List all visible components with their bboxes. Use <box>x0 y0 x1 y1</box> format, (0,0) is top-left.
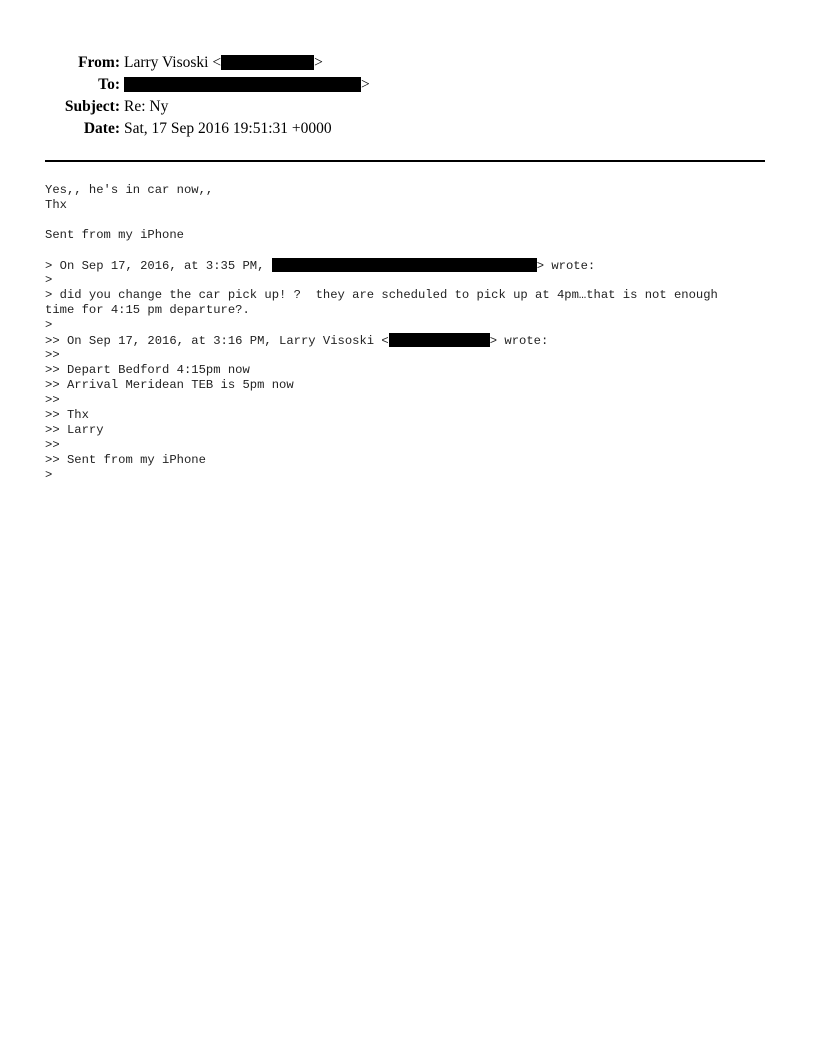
from-name: Larry Visoski < <box>124 54 222 71</box>
from-label: From: <box>78 54 120 71</box>
body-line <box>45 243 770 258</box>
body-line: >> <box>45 393 60 407</box>
from-row <box>0 52 816 74</box>
body-line: >> <box>45 348 60 362</box>
body-line: Thx <box>45 198 67 212</box>
redacted-email-to <box>124 77 361 92</box>
to-close: > <box>361 76 370 93</box>
quoted-attribution-line <box>45 333 770 348</box>
to-value <box>124 74 370 96</box>
header-divider <box>45 160 765 162</box>
to-label: To: <box>98 76 120 93</box>
attribution-wrote: > wrote: <box>536 259 596 273</box>
body-line: >> <box>45 438 60 452</box>
body-line: >> Thx <box>45 408 89 422</box>
subject-label: Subject: <box>64 98 120 115</box>
body-line: time for 4:15 pm departure?. <box>45 303 250 317</box>
body-line: > <box>45 273 53 287</box>
body-line <box>45 213 770 228</box>
subject-row <box>0 96 816 118</box>
from-close: > <box>314 54 323 71</box>
from-value <box>124 52 323 74</box>
redacted-email <box>389 333 490 347</box>
body-line: >> Depart Bedford 4:15pm now <box>45 363 250 377</box>
body-line: > did you change the car pick up! ? they are scheduled to pick up at 4pm…that is not enough <box>45 288 718 302</box>
body-line: >> Arrival Meridean TEB is 5pm now <box>45 378 294 392</box>
body-line: >> Larry <box>45 423 104 437</box>
quoted-attribution-line <box>45 258 770 273</box>
date-value: Sat, 17 Sep 2016 19:51:31 +0000 <box>124 120 332 137</box>
email-body <box>45 183 770 483</box>
body-line: Sent from my iPhone <box>45 228 184 242</box>
redacted-sender <box>272 258 537 272</box>
body-line: Yes,, he's in car now,, <box>45 183 214 197</box>
body-line: > <box>45 318 53 332</box>
redacted-email-from <box>221 55 314 70</box>
attribution-text: >> On Sep 17, 2016, at 3:16 PM, Larry Visoski < <box>45 334 389 348</box>
to-row <box>0 74 816 96</box>
email-header <box>0 52 816 140</box>
attribution-text: > On Sep 17, 2016, at 3:35 PM, <box>45 259 272 273</box>
date-label: Date: <box>83 120 120 137</box>
date-row <box>0 118 816 140</box>
body-line: > <box>45 468 53 482</box>
subject-value: Re: Ny <box>124 98 169 115</box>
attribution-wrote: > wrote: <box>489 334 549 348</box>
body-line: >> Sent from my iPhone <box>45 453 206 467</box>
